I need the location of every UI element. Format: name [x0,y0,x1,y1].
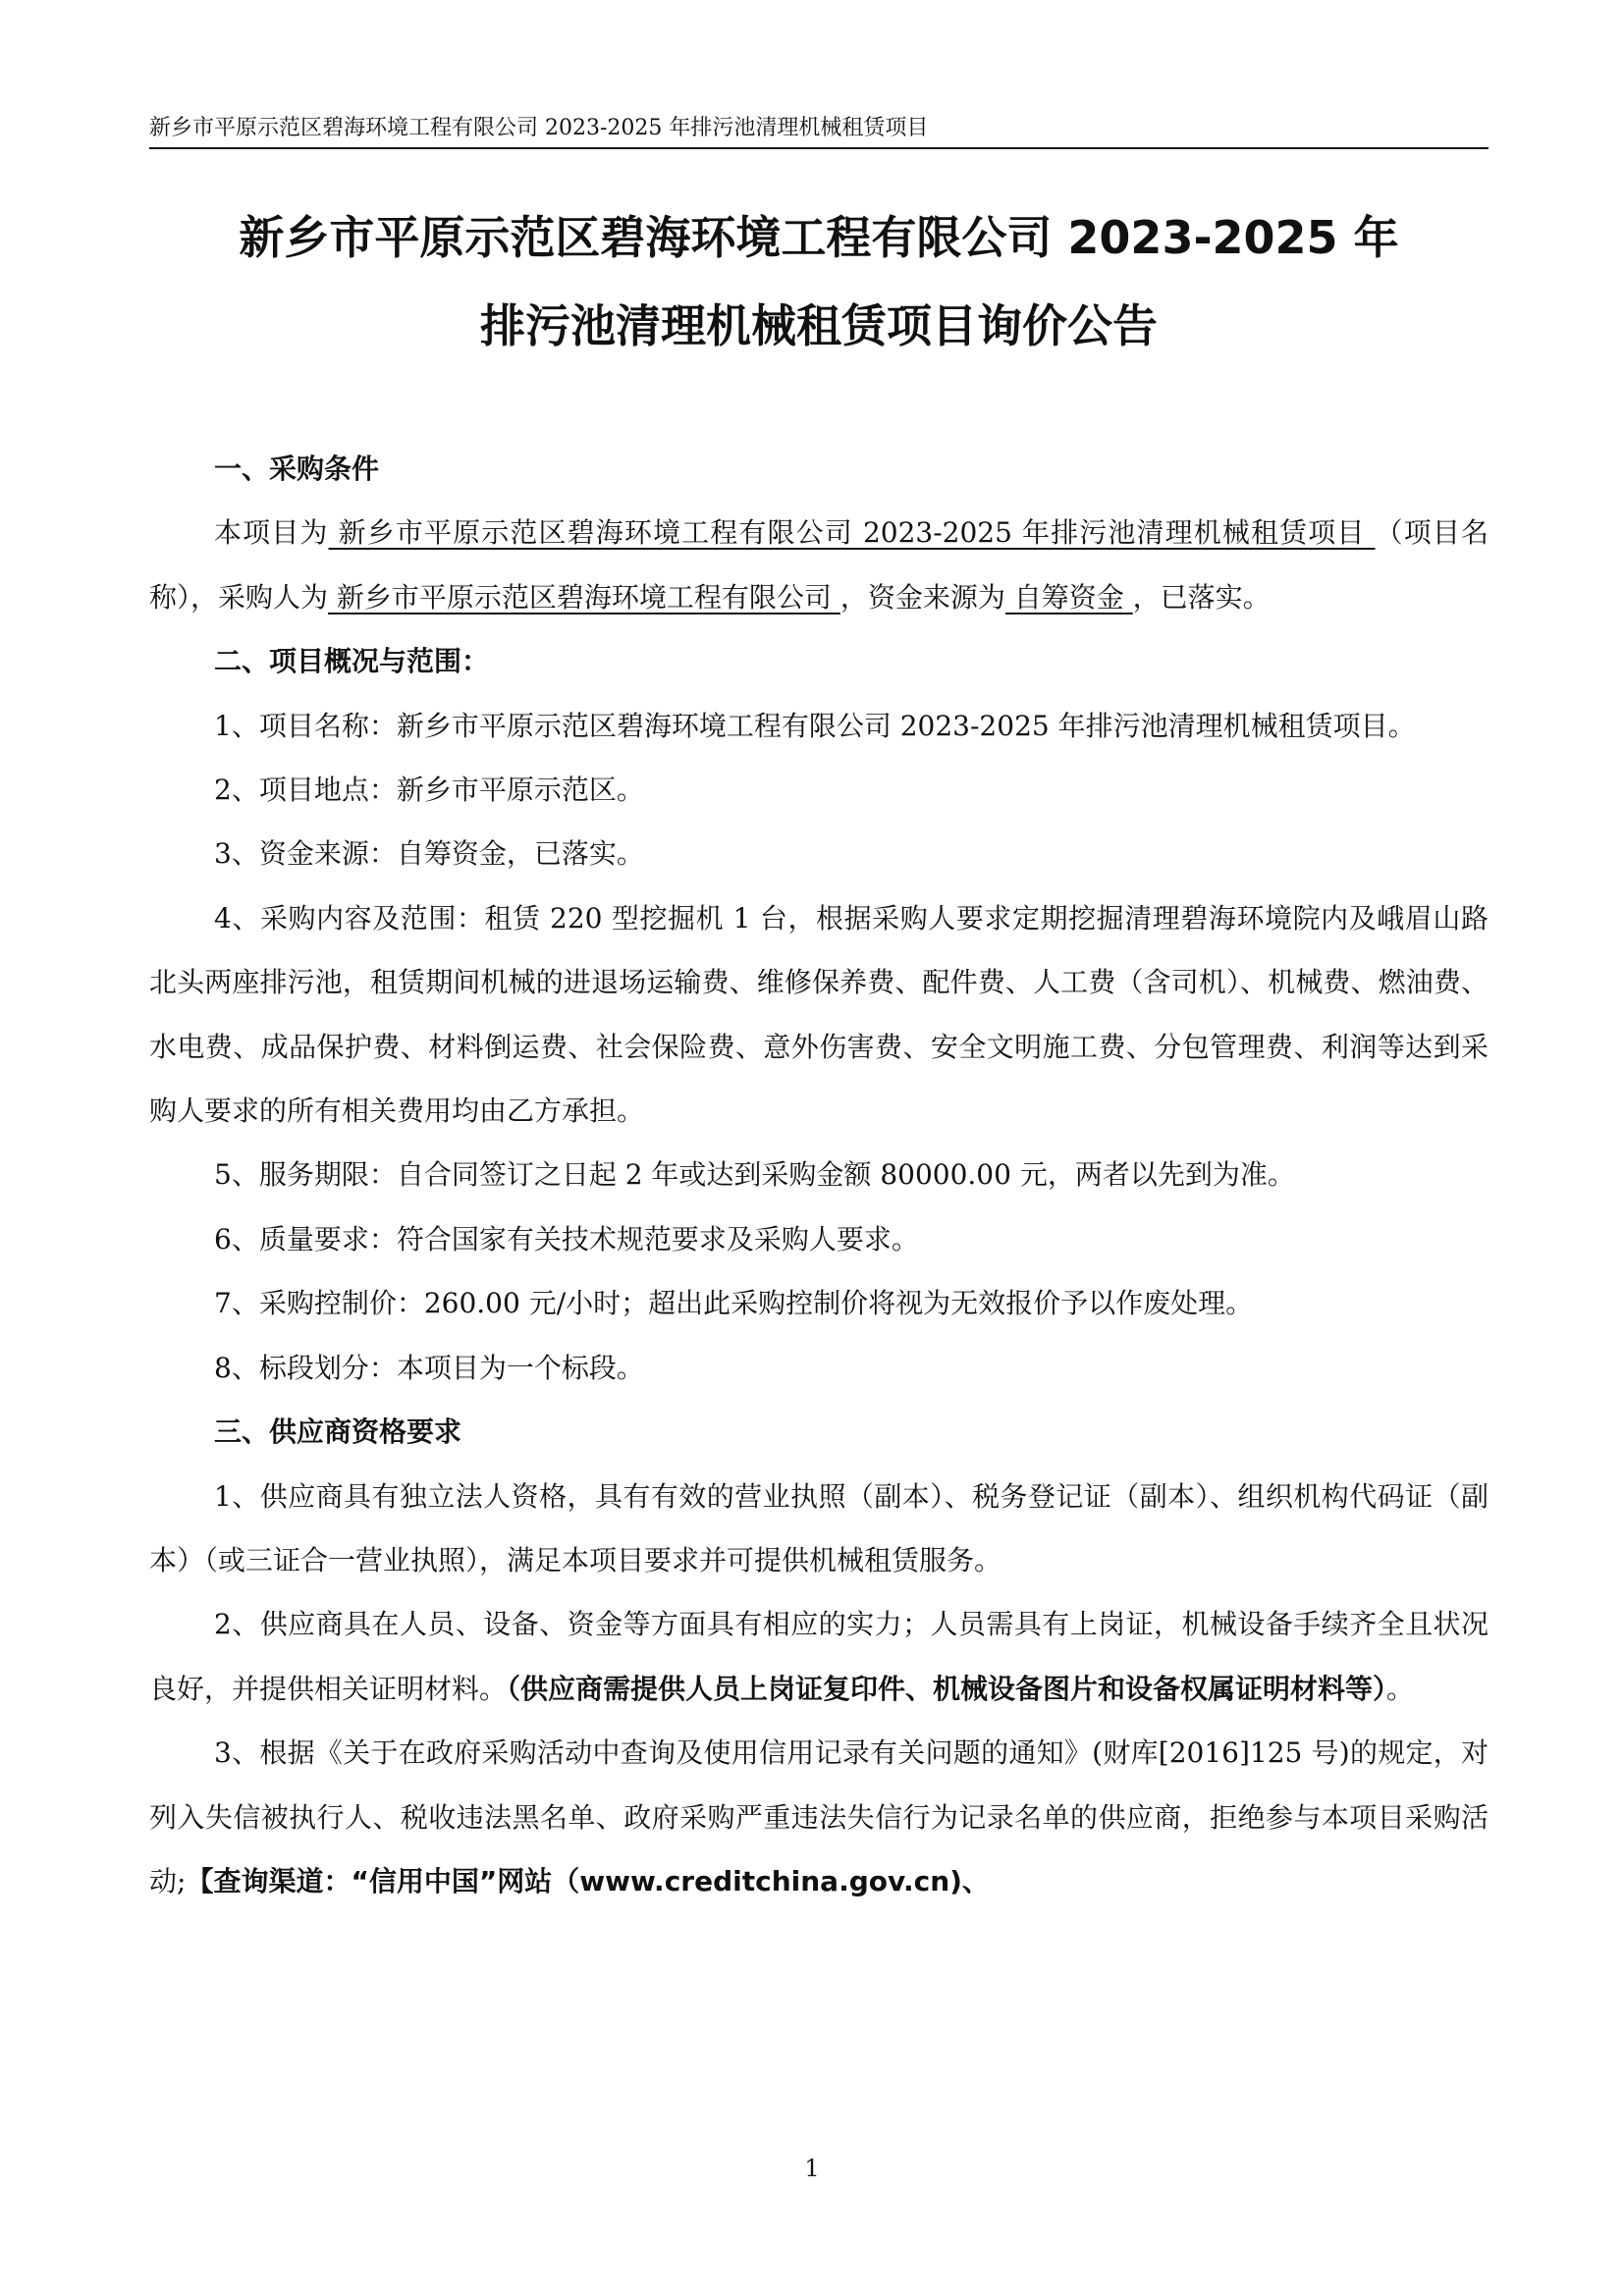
emphasis-text: 【查询渠道：“信用中国”网站（www.creditchina.gov.cn)、 [186,1864,990,1897]
section-heading-supplier-qualifications: 三、供应商资格要求 [214,1415,462,1449]
running-header: 新乡市平原示范区碧海环境工程有限公司 2023-2025 年排污池清理机械租赁项目 [149,116,929,140]
overview-item: 3、资金来源：自筹资金，已落实。 [214,837,644,871]
qualification-item [149,1721,1489,1913]
page-number: 1 [804,2155,820,2182]
text-segment: 本项目为 [214,516,329,550]
qualification-item: 1、供应商具有独立法人资格，具有有效的营业执照（副本）、税务登记证（副本）、组织机构代码证（副本）（或三证合一营业执照），满足本项目要求并可提供机械租赁服务。 [149,1479,1489,1576]
text-segment: 2、供应商具在人员、设备、资金等方面具有相应的实力；人员需具有上岗证，机械设备手续齐全且状况良好，并提供相关证明材料。 [149,1608,1489,1705]
section-heading-purchase-conditions: 一、采购条件 [214,453,380,485]
emphasis-text: （供应商需提供人员上岗证复印件、机械设备图片和设备权属证明材料等） [507,1672,1387,1705]
text-segment: （项目名称），采购人为 [149,516,1489,614]
fund-source-field: 自筹资金 [1004,580,1133,614]
text-segment: 。 [1386,1672,1415,1705]
document-title-line-2: 排污池清理机械租赁项目询价公告 [480,299,1158,352]
overview-item: 4、采购内容及范围：租赁 220 型挖掘机 1 台，根据采购人要求定期挖掘清理碧海环境院内及峨眉山路北头两座排污池，租赁期间机械的进退场运输费、维修保养费、配件费、人工费（含司机）、机械费、燃油费、水电费、成品保护费、材料倒运费、社会保险费、意外伤害费、安全文明施工费、分包管理费、利润等达到采购人要求的所有相关费用均由乙方承担。 [149,901,1489,1128]
purchase-conditions-paragraph [149,501,1489,629]
overview-item: 2、项目地点：新乡市平原示范区。 [214,774,644,807]
qualification-item [149,1592,1489,1721]
document-body [149,437,1489,1913]
overview-item: 8、标段划分：本项目为一个标段。 [214,1351,644,1384]
section-heading-project-overview: 二、项目概况与范围： [214,645,490,678]
overview-item: 1、项目名称：新乡市平原示范区碧海环境工程有限公司 2023-2025 年排污池清理机械租赁项目。 [214,709,1416,742]
overview-item: 5、服务期限：自合同签订之日起 2 年或达到采购金额 80000.00 元，两者以先到为准。 [214,1158,1295,1192]
overview-item: 7、采购控制价：260.00 元/小时；超出此采购控制价将视为无效报价予以作废处理。 [214,1287,1254,1320]
project-name-field: 新乡市平原示范区碧海环境工程有限公司 2023-2025 年排污池清理机械租赁项目 [328,516,1376,550]
overview-item: 6、质量要求：符合国家有关技术规范要求及采购人要求。 [214,1222,919,1255]
document-title-line-1: 新乡市平原示范区碧海环境工程有限公司 2023-2025 年 [239,211,1399,264]
text-segment: 3、根据《关于在政府采购活动中查询及使用信用记录有关问题的通知》(财库[2016]125 号)的规定，对列入失信被执行人、税收违法黑名单、政府采购严重违法失信行为记录名单的供应商，拒绝参与本项目采购活动; [149,1736,1489,1897]
purchaser-field: 新乡市平原示范区碧海环境工程有限公司 [328,580,840,614]
text-segment: ，已落实。 [1132,580,1271,614]
text-segment: ，资金来源为 [839,580,1005,614]
header-rule [149,147,1489,149]
